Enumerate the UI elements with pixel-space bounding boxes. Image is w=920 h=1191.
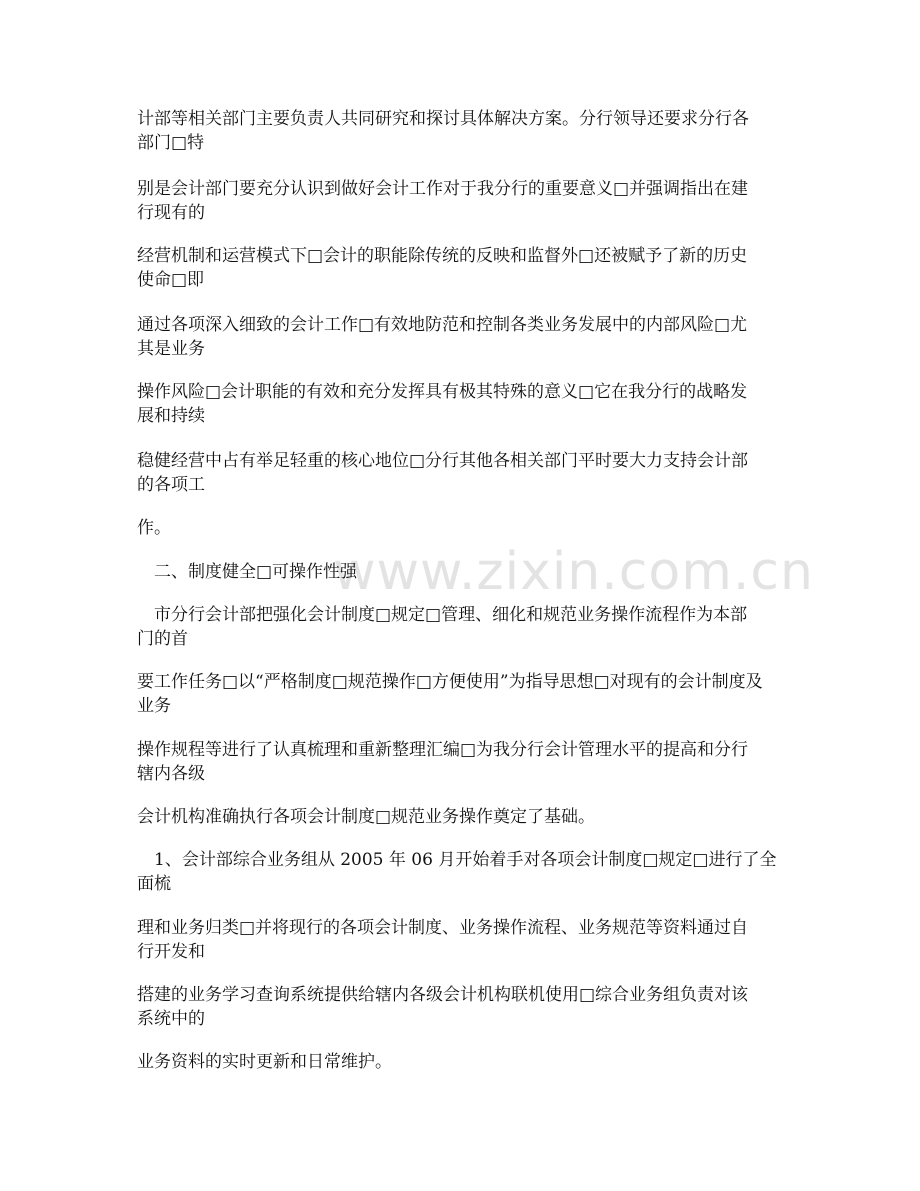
text-line: 操作规程等进行了认真梳理和重新整理汇编□为我分行会计管理水平的提高和分行 (137, 740, 749, 760)
paragraph (137, 603, 787, 651)
paragraph (137, 380, 787, 428)
text-line: 行开发和 (137, 942, 205, 962)
text-line: 搭建的业务学习查询系统提供给辖内各级会计机构联机使用□综合业务组负责对该 (137, 985, 749, 1005)
text-line: 面梳 (137, 874, 171, 894)
text-line: 理和业务归类□并将现行的各项会计制度、业务操作流程、业务规范等资料通过自 (137, 918, 749, 938)
text-line: 作。 (137, 518, 171, 538)
paragraph (137, 449, 787, 497)
text-line: 辖内各级 (137, 764, 205, 784)
text-line: 部门□特 (137, 133, 205, 153)
text-line: 稳健经营中占有举足轻重的核心地位□分行其他各相关部门平时要大力支持会计部 (137, 451, 749, 471)
paragraph (137, 107, 787, 155)
paragraph (137, 244, 787, 292)
text-line: 别是会计部门要充分认识到做好会计工作对于我分行的重要意义□并强调指出在建 (137, 179, 749, 199)
text-line: 通过各项深入细致的会计工作□有效地防范和控制各类业务发展中的内部风险□尤 (137, 315, 748, 335)
text-line: 业务资料的实时更新和日常维护。 (137, 1052, 392, 1072)
text-line: 计部等相关部门主要负责人共同研究和探讨具体解决方案。分行领导还要求分行各 (137, 109, 749, 129)
paragraph (137, 177, 787, 225)
text-line: 业务 (137, 696, 171, 716)
paragraph (137, 1050, 787, 1074)
paragraph (137, 805, 787, 829)
paragraph (137, 848, 787, 896)
text-line: 展和持续 (137, 406, 205, 426)
paragraph (137, 670, 787, 718)
text-line: 行现有的 (137, 203, 205, 223)
text-line: 二、制度健全□可操作性强 (137, 562, 358, 582)
paragraph (137, 516, 787, 540)
text-line: 门的首 (137, 629, 188, 649)
paragraph (137, 313, 787, 361)
watermark: www.zixin.com.cn (333, 542, 814, 602)
text-line: 要工作任务□以“严格制度□规范操作□方便使用”为指导思想□对现有的会计制度及 (137, 672, 763, 692)
text-line: 的各项工 (137, 475, 205, 495)
paragraph (137, 983, 787, 1031)
text-line: 其是业务 (137, 339, 205, 359)
text-line: 1、会计部综合业务组从 2005 年 06 月开始着手对各项会计制度□规定□进行了全 (137, 850, 777, 870)
text-line: 会计机构准确执行各项会计制度□规范业务操作奠定了基础。 (137, 807, 596, 827)
text-line: 市分行会计部把强化会计制度□规定□管理、细化和规范业务操作流程作为本部 (137, 605, 748, 625)
paragraph (137, 916, 787, 964)
text-line: 使命□即 (137, 270, 205, 290)
text-line: 经营机制和运营模式下□会计的职能除传统的反映和监督外□还被赋予了新的历史 (137, 246, 748, 266)
paragraph (137, 738, 787, 786)
text-line: 系统中的 (137, 1009, 205, 1029)
section-heading (137, 560, 787, 584)
text-line: 操作风险□会计职能的有效和充分发挥具有极其特殊的意义□它在我分行的战略发 (137, 382, 748, 402)
